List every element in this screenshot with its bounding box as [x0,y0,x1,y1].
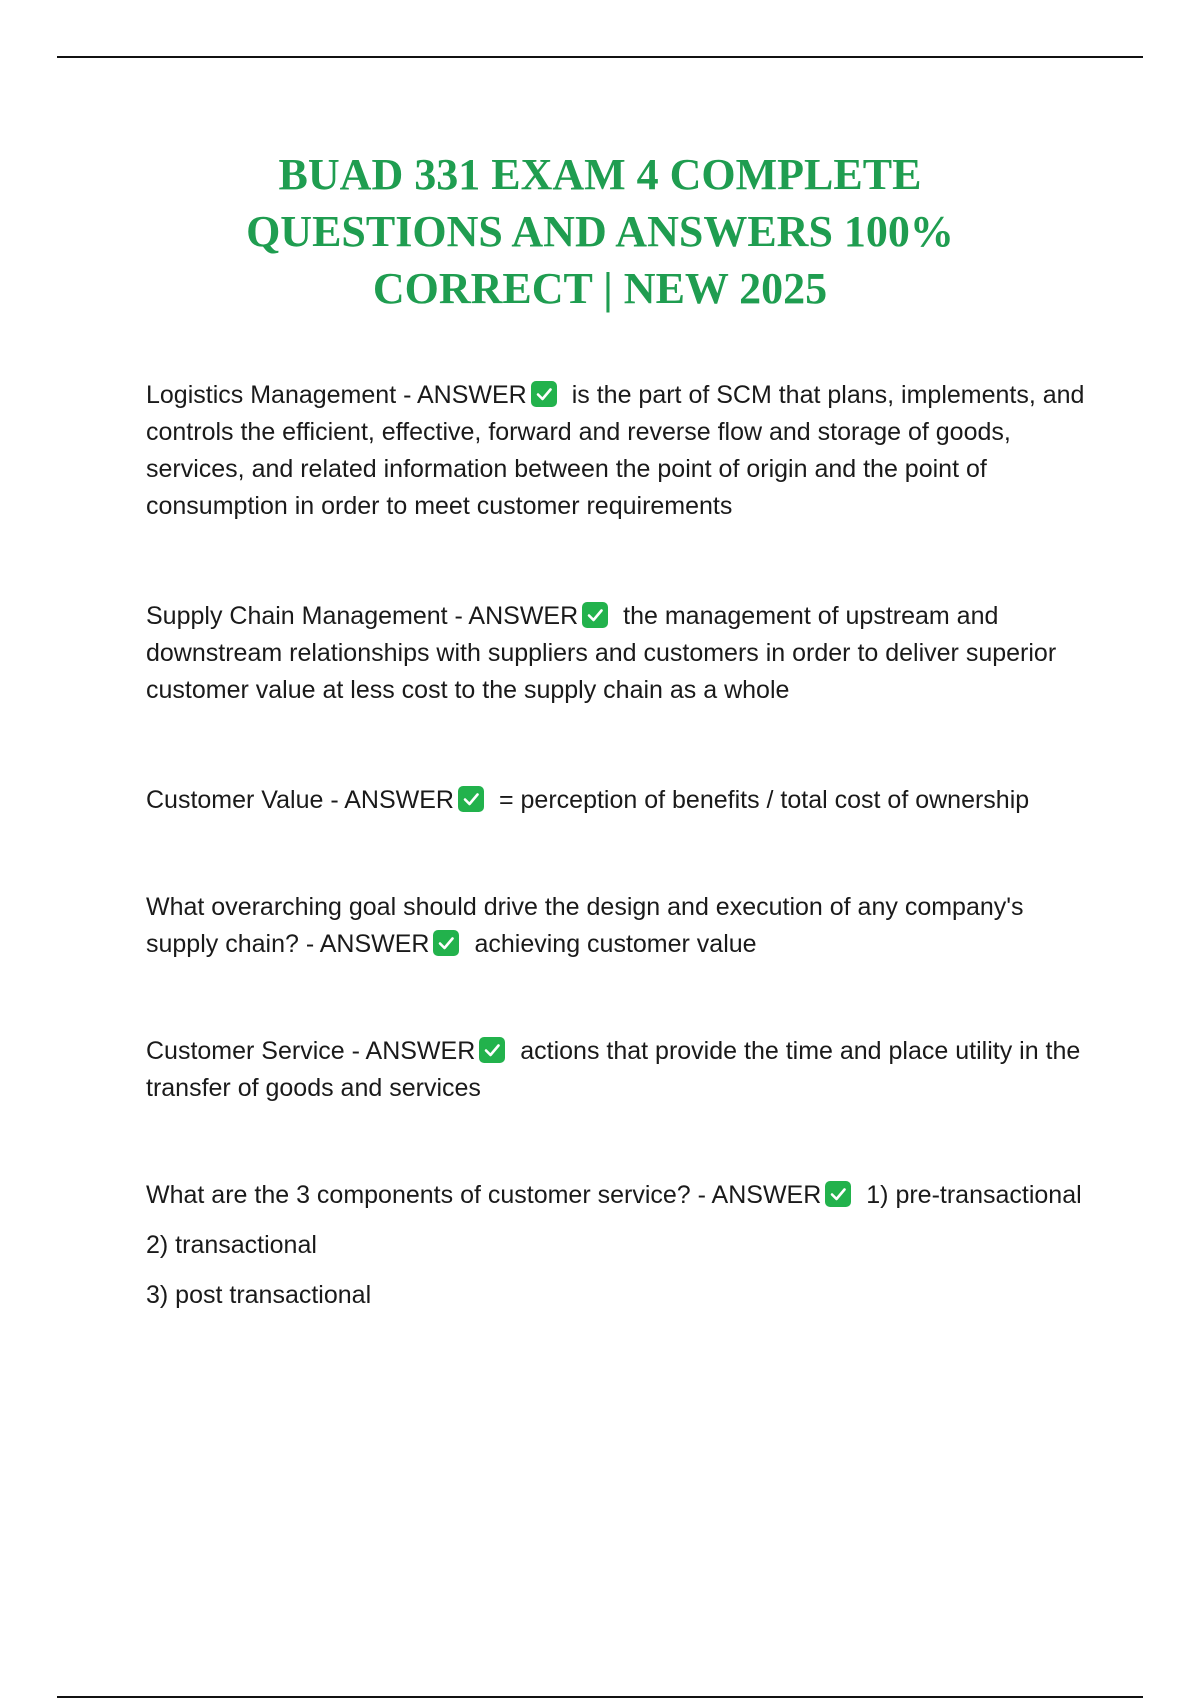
answer-text: the management of upstream and downstream relationships with suppliers and customers in order to deliver superior customer value at less cost to the supply chain as a whole [146,602,1057,704]
title-line-3: CORRECT | NEW 2025 [372,264,828,313]
answer-text: is the part of SCM that plans, implements, and controls the efficient, effective, forward and reverse flow and storage of goods, services, and related information between the point of origin and the point of consumption in order to meet customer requirements [146,381,1085,520]
question-text: Customer Value [146,786,324,814]
qa-item [146,889,1096,963]
question-text: Supply Chain Management [146,602,448,630]
green-check-icon [582,602,608,628]
answer-continuation-line: 2) transactional [146,1231,317,1259]
question-text: Logistics Management [146,381,397,409]
green-check-icon [825,1181,851,1207]
question-text: Customer Service [146,1037,345,1065]
question-text: What overarching goal should drive the design and execution of any company's supply chain? [146,893,1024,958]
qa-item [146,1177,1096,1214]
question-text: What are the 3 components of customer service? [146,1181,691,1209]
answer-marker: - ANSWER [330,786,454,814]
qa-item [146,598,1096,709]
title-line-1: BUAD 331 EXAM 4 COMPLETE [278,150,922,199]
answer-marker: - ANSWER [305,930,430,958]
top-rule [57,56,1143,58]
answer-marker: - ANSWER [697,1181,822,1209]
qa-item [146,377,1096,525]
answer-marker: - ANSWER [351,1037,476,1065]
answer-text: = perception of benefits / total cost of ownership [498,786,1030,814]
answer-text: achieving customer value [474,930,757,958]
answer-text: actions that provide the time and place utility in the transfer of goods and services [146,1037,1081,1102]
qa-list [146,377,1096,1314]
answer-text: 1) pre-transactional [866,1181,1082,1209]
title-line-2: QUESTIONS AND ANSWERS 100% [246,207,954,256]
answer-marker: - ANSWER [403,381,527,409]
green-check-icon [458,786,484,812]
qa-item [146,1033,1096,1107]
page-title [140,146,1060,317]
green-check-icon [479,1037,505,1063]
green-check-icon [433,930,459,956]
qa-item [146,782,1096,819]
green-check-icon [531,381,557,407]
bottom-rule [57,1696,1143,1698]
answer-marker: - ANSWER [454,602,579,630]
answer-continuation-line: 3) post transactional [146,1281,372,1309]
